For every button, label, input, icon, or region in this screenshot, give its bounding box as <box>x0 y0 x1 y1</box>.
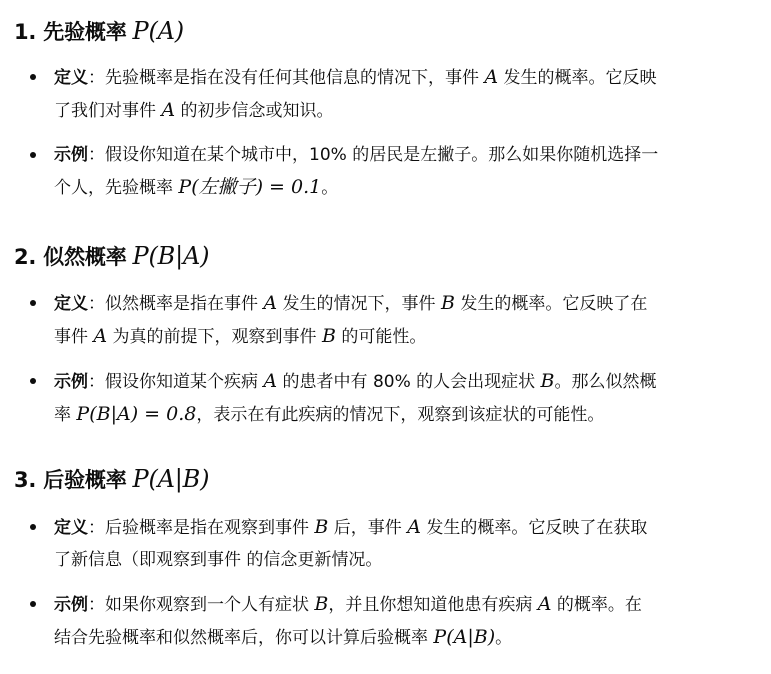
item-text: 。 <box>321 178 339 198</box>
item-text: 的患者中有 80% 的人会出现症状 <box>277 372 541 392</box>
bullet-list-likelihood <box>14 287 762 431</box>
item-text: 结合先验概率和似然概率后，你可以计算后验概率 <box>54 628 434 648</box>
heading-formula: P(B|A) <box>132 242 210 270</box>
item-label: 定义 <box>54 68 88 88</box>
math-formula: P(B|A) = 0.8 <box>76 403 197 425</box>
math-variable: B <box>314 516 329 538</box>
item-label: 示例 <box>54 595 88 615</box>
math-variable: A <box>161 99 176 121</box>
list-item-example <box>14 139 762 204</box>
item-text: 发生的情况下，事件 <box>277 294 441 314</box>
math-variable: A <box>537 593 552 615</box>
item-text: ：先验概率是指在没有任何其他信息的情况下，事件 <box>88 68 485 88</box>
item-text: 的可能性。 <box>335 327 427 347</box>
list-item-definition <box>14 511 762 576</box>
item-label: 示例 <box>54 372 88 392</box>
item-text: 。 <box>495 628 513 648</box>
item-text: 。那么似然概 <box>554 372 657 392</box>
heading-text: 2. 似然概率 <box>14 245 127 269</box>
bullet-list-posterior <box>14 511 762 654</box>
item-text: 发生的概率。它反映了在获取 <box>420 518 648 538</box>
heading-text: 1. 先验概率 <box>14 20 127 44</box>
math-variable: B <box>314 593 329 615</box>
heading-formula: P(A|B) <box>132 465 210 493</box>
math-variable: B <box>540 370 555 392</box>
item-text: 为真的前提下，观察到事件 <box>107 327 322 347</box>
list-item-definition <box>14 287 762 353</box>
item-text: ：如果你观察到一个人有症状 <box>88 595 315 615</box>
item-text: 的概率。在 <box>551 595 642 615</box>
list-item-example <box>14 365 762 431</box>
math-variable: B <box>321 325 336 347</box>
item-text: 事件 <box>54 327 94 347</box>
item-text: 个人，先验概率 <box>54 178 179 198</box>
section-heading-likelihood <box>14 240 209 273</box>
math-variable: A <box>407 516 421 538</box>
item-label: 示例 <box>54 145 88 165</box>
math-variable: A <box>484 66 499 88</box>
item-text: ：似然概率是指在事件 <box>88 294 264 314</box>
item-text: 了新信息（即观察到事件 的信念更新情况。 <box>54 550 383 570</box>
item-label: 定义 <box>54 294 88 314</box>
item-text: ：假设你知道某个疾病 <box>88 372 264 392</box>
item-text: 后，事件 <box>328 518 408 538</box>
heading-text: 3. 后验概率 <box>14 468 127 492</box>
item-text: ，表示在有此疾病的情况下，观察到该症状的可能性。 <box>196 405 605 425</box>
heading-formula: P(A) <box>132 17 184 45</box>
list-item-definition <box>14 61 762 127</box>
list-item-example <box>14 588 762 654</box>
item-text: 的初步信念或知识。 <box>175 101 334 121</box>
math-variable: A <box>263 292 278 314</box>
bullet-list-prior <box>14 61 762 204</box>
item-label: 定义 <box>54 518 88 538</box>
math-variable: B <box>440 292 455 314</box>
section-heading-posterior <box>14 463 209 496</box>
item-text: ，并且你想知道他患有疾病 <box>328 595 538 615</box>
item-text: 发生的概率。它反映 <box>498 68 657 88</box>
item-text: 发生的概率。它反映了在 <box>454 294 648 314</box>
math-variable: A <box>93 325 108 347</box>
math-variable: A <box>263 370 278 392</box>
item-text: ：后验概率是指在观察到事件 <box>88 518 315 538</box>
item-text: 了我们对事件 <box>54 101 162 121</box>
item-text: 率 <box>54 405 77 425</box>
item-text: ：假设你知道在某个城市中，10% 的居民是左撇子。那么如果你随机选择一 <box>88 145 659 165</box>
math-formula: P(A|B) <box>433 626 496 648</box>
section-heading-prior <box>14 15 184 48</box>
math-formula: P(左撇子) = 0.1 <box>178 176 322 198</box>
